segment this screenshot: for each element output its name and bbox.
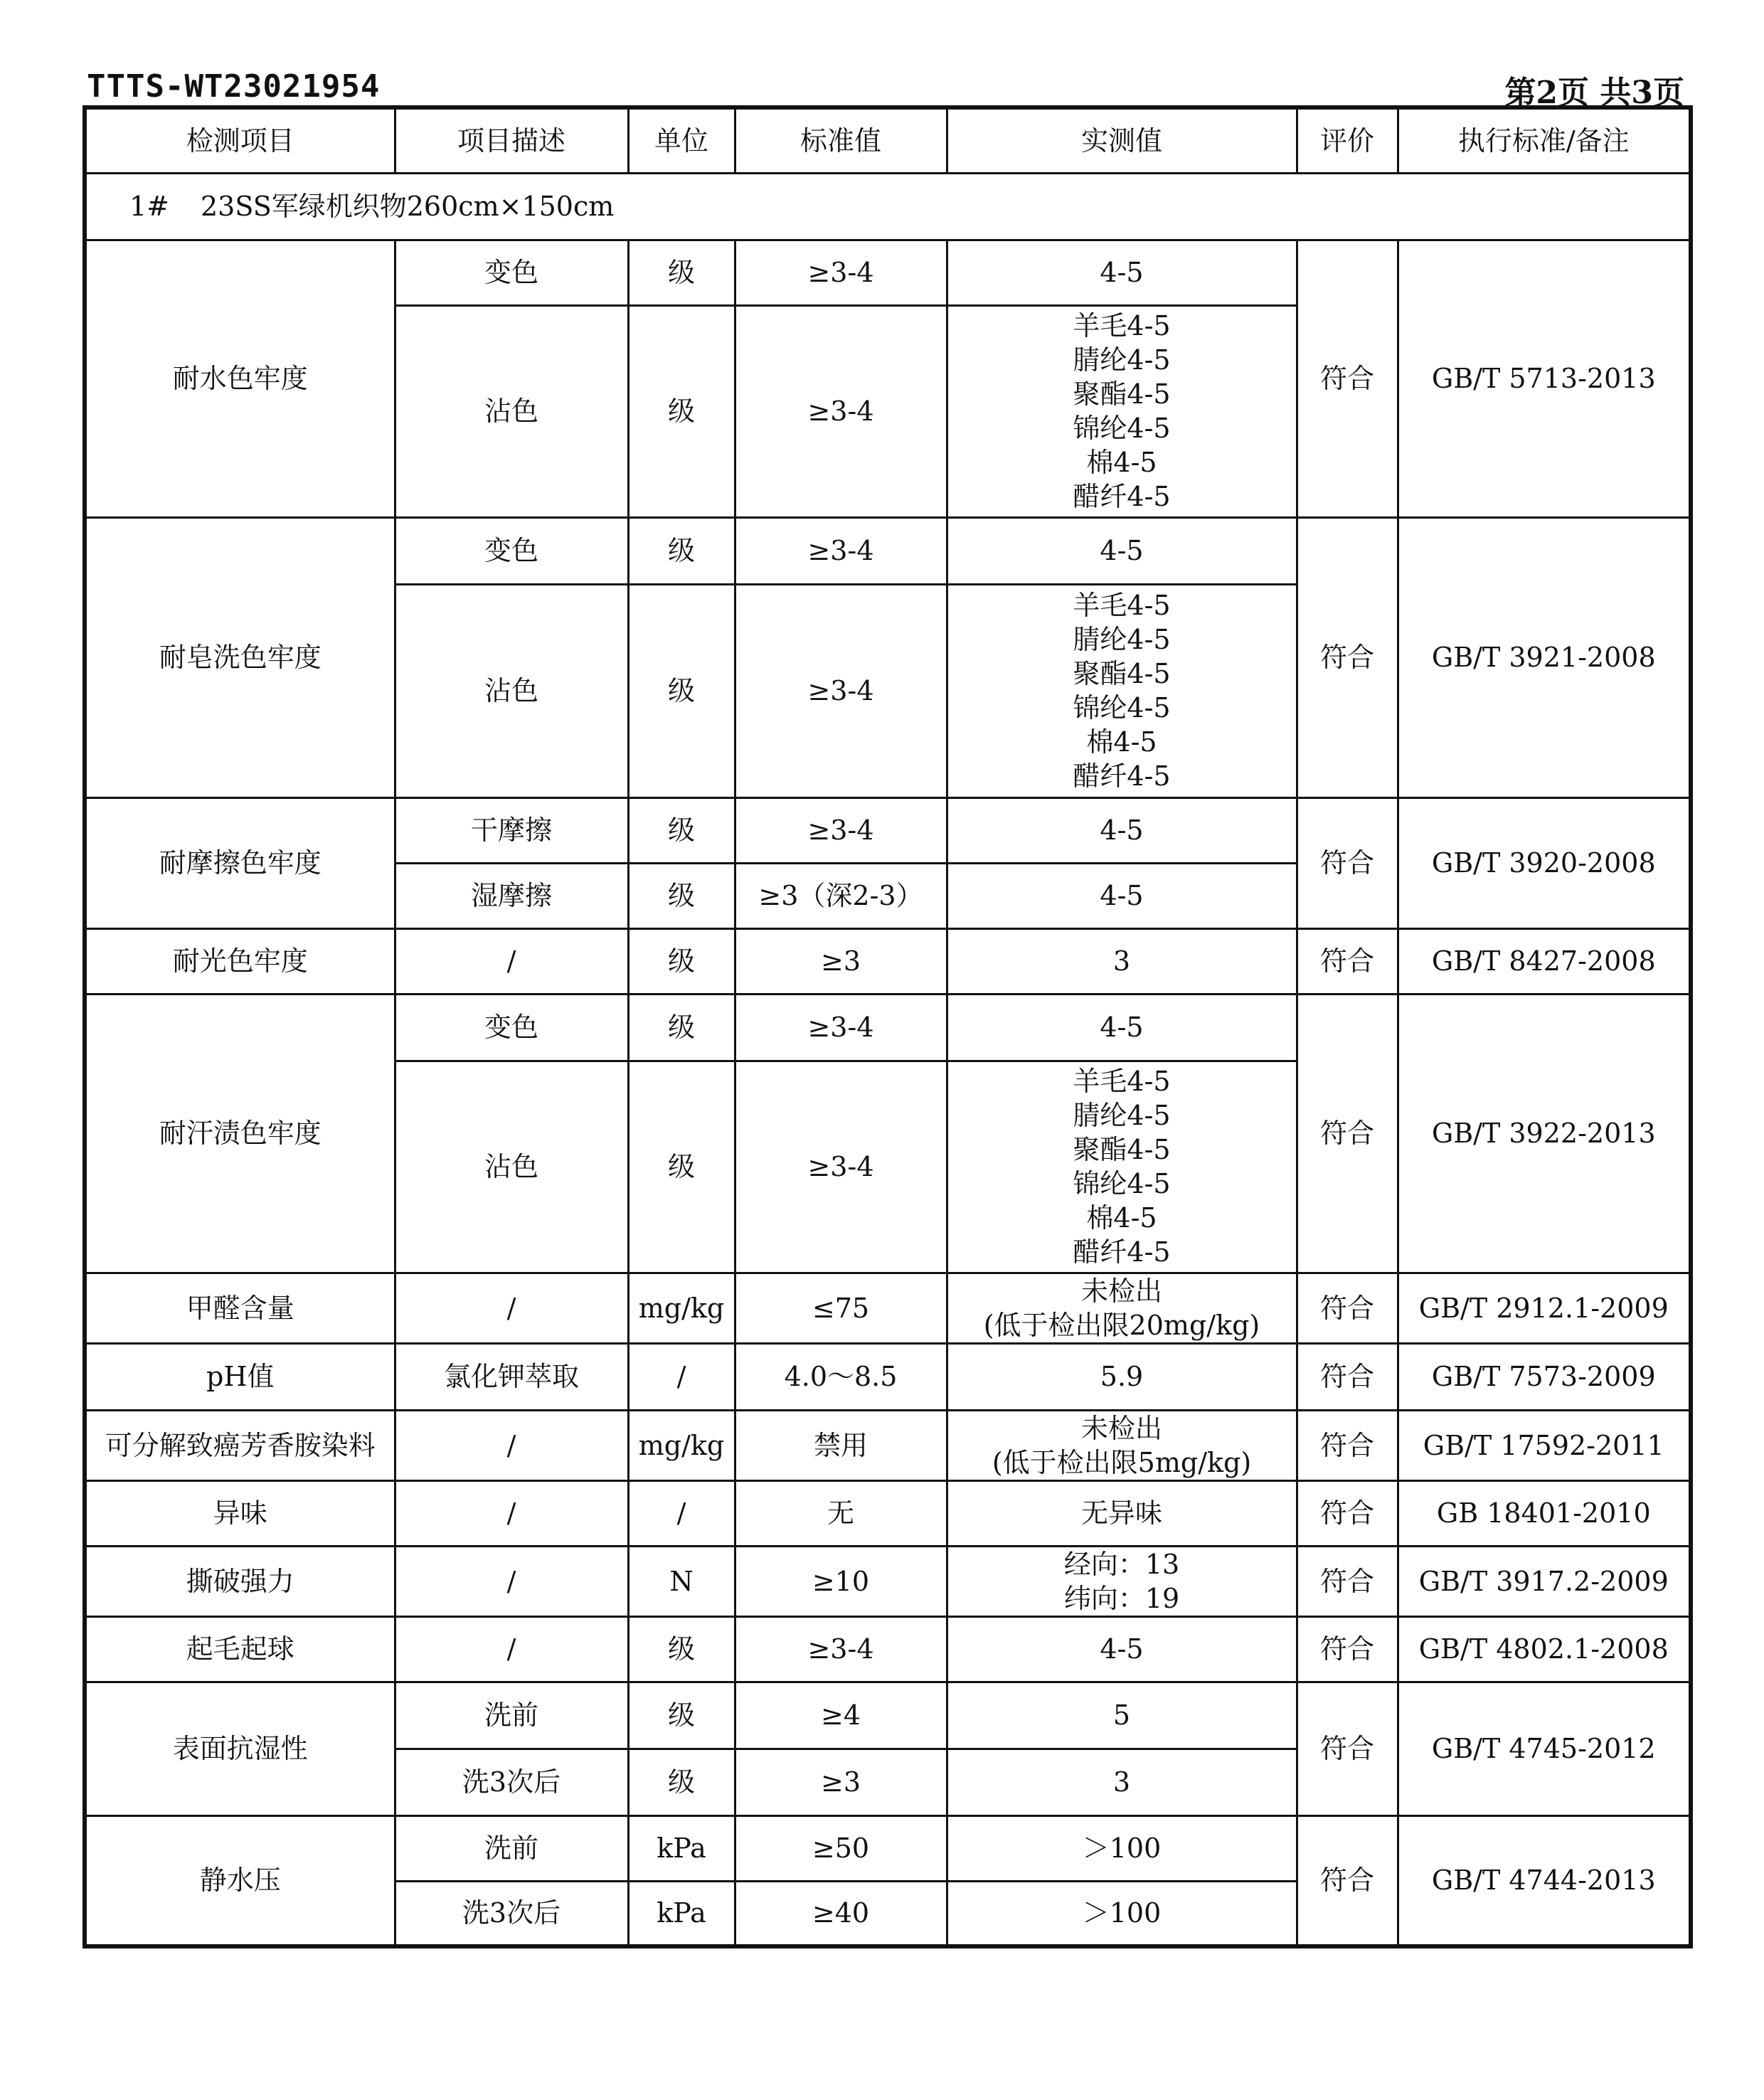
report-header [87,63,1684,111]
evaluation: 符合 [1297,928,1398,994]
table-row [85,1273,1691,1343]
page-number: 第2页 共3页 [1504,75,1684,111]
standard-value: ≥3-4 [735,797,947,863]
evaluation: 符合 [1297,1682,1398,1815]
table-row [85,1410,1691,1480]
measured-value: ＞100 [947,1815,1297,1881]
table-row [85,517,1691,584]
test-standard: GB/T 3922-2013 [1398,994,1691,1273]
evaluation: 符合 [1297,1616,1398,1682]
standard-value: ≥3-4 [735,994,947,1061]
item-description: 湿摩擦 [395,863,628,928]
test-item: 表面抗湿性 [85,1682,395,1815]
column-header: 执行标准/备注 [1398,107,1691,173]
staining-value: 醋纤4-5 [1073,1236,1171,1268]
test-item: 耐摩擦色牢度 [85,797,395,928]
item-description: 洗3次后 [395,1881,628,1946]
sample-info [85,173,1691,240]
test-standard: GB 18401-2010 [1398,1480,1691,1546]
item-description: / [395,928,628,994]
evaluation: 符合 [1297,1546,1398,1616]
measured-value: 3 [947,1749,1297,1815]
test-item: 静水压 [85,1815,395,1946]
staining-values [947,584,1297,797]
evaluation: 符合 [1297,797,1398,928]
unit: 级 [628,863,735,928]
sample-number: 1# [129,191,170,222]
evaluation: 符合 [1297,1815,1398,1946]
item-description: 沾色 [395,305,628,517]
test-item: 耐汗渍色牢度 [85,994,395,1273]
measured-value [947,1546,1297,1616]
table-row [85,797,1691,863]
item-description: 洗前 [395,1682,628,1749]
staining-value: 聚酯4-5 [1073,1134,1171,1165]
standard-value: 禁用 [735,1410,947,1480]
test-standard: GB/T 8427-2008 [1398,928,1691,994]
staining-value: 醋纤4-5 [1073,760,1171,792]
unit: 级 [628,305,735,517]
item-description: 洗前 [395,1815,628,1881]
sample-name: 23SS军绿机织物260cm×150cm [201,191,615,222]
unit: kPa [628,1881,735,1946]
item-description: / [395,1616,628,1682]
test-item: 耐水色牢度 [85,240,395,517]
sample-row [85,173,1691,240]
test-item: 耐皂洗色牢度 [85,517,395,797]
unit: mg/kg [628,1273,735,1343]
test-item: 异味 [85,1480,395,1546]
evaluation: 符合 [1297,1273,1398,1343]
unit: 级 [628,1616,735,1682]
unit: 级 [628,928,735,994]
staining-value: 聚酯4-5 [1073,658,1171,689]
unit: 级 [628,1061,735,1273]
evaluation: 符合 [1297,1410,1398,1480]
test-standard: GB/T 5713-2013 [1398,240,1691,517]
column-header: 检测项目 [85,107,395,173]
measured-line: (低于检出限5mg/kg) [992,1446,1252,1478]
column-header: 项目描述 [395,107,628,173]
item-description: 变色 [395,994,628,1061]
measured-value [947,1410,1297,1480]
column-header: 实测值 [947,107,1297,173]
measured-line: 纬向：19 [1063,1582,1180,1614]
item-description: / [395,1546,628,1616]
standard-value: ≥50 [735,1815,947,1881]
evaluation: 符合 [1297,1343,1398,1410]
test-standard: GB/T 3920-2008 [1398,797,1691,928]
measured-line: (低于检出限20mg/kg) [983,1309,1260,1341]
staining-value: 羊毛4-5 [1073,590,1171,621]
test-standard: GB/T 7573-2009 [1398,1343,1691,1410]
item-description: 变色 [395,240,628,305]
measured-line: 未检出 [1080,1275,1162,1307]
unit: 级 [628,240,735,305]
test-standard: GB/T 4744-2013 [1398,1815,1691,1946]
test-standard: GB/T 17592-2011 [1398,1410,1691,1480]
measured-value: 5 [947,1682,1297,1749]
unit: mg/kg [628,1410,735,1480]
test-item: 耐光色牢度 [85,928,395,994]
unit: / [628,1343,735,1410]
test-standard: GB/T 4802.1-2008 [1398,1616,1691,1682]
measured-value: 无异味 [947,1480,1297,1546]
staining-value: 腈纶4-5 [1073,344,1171,376]
evaluation: 符合 [1297,517,1398,797]
table-row [85,1343,1691,1410]
table-row [85,1682,1691,1749]
item-description: / [395,1480,628,1546]
measured-value: ＞100 [947,1881,1297,1946]
staining-value: 羊毛4-5 [1073,310,1171,341]
unit: 级 [628,994,735,1061]
unit: 级 [628,584,735,797]
item-description: 沾色 [395,1061,628,1273]
staining-value: 锦纶4-5 [1073,692,1171,723]
item-description: 洗3次后 [395,1749,628,1815]
test-standard: GB/T 4745-2012 [1398,1682,1691,1815]
staining-value: 棉4-5 [1086,447,1157,478]
standard-value: ≥3-4 [735,1616,947,1682]
unit: N [628,1546,735,1616]
standard-value: ≥3-4 [735,240,947,305]
test-item: 甲醛含量 [85,1273,395,1343]
staining-value: 腈纶4-5 [1073,624,1171,655]
report-number: TTTS-WT23021954 [87,68,381,105]
standard-value: ≥3-4 [735,584,947,797]
unit: 级 [628,1682,735,1749]
table-row [85,240,1691,305]
standard-value: ≥10 [735,1546,947,1616]
standard-value: ≥3（深2-3） [735,863,947,928]
measured-line: 未检出 [1080,1412,1162,1444]
column-header: 评价 [1297,107,1398,173]
table-row [85,1480,1691,1546]
table-row [85,994,1691,1061]
item-description: 氯化钾萃取 [395,1343,628,1410]
unit: 级 [628,797,735,863]
test-item: pH值 [85,1343,395,1410]
table-header-row [85,107,1691,173]
test-standard: GB/T 3921-2008 [1398,517,1691,797]
standard-value: ≥3-4 [735,305,947,517]
staining-value: 聚酯4-5 [1073,378,1171,410]
standard-value: 4.0～8.5 [735,1343,947,1410]
staining-value: 醋纤4-5 [1073,481,1171,512]
measured-line: 经向：13 [1063,1548,1180,1580]
measured-value: 3 [947,928,1297,994]
test-standard: GB/T 3917.2-2009 [1398,1546,1691,1616]
table-row [85,1546,1691,1616]
staining-values [947,1061,1297,1273]
staining-values [947,305,1297,517]
measured-value: 4-5 [947,517,1297,584]
measured-value: 4-5 [947,240,1297,305]
staining-value: 羊毛4-5 [1073,1066,1171,1097]
item-description: 干摩擦 [395,797,628,863]
staining-value: 棉4-5 [1086,1202,1157,1234]
evaluation: 符合 [1297,994,1398,1273]
standard-value: ≥3 [735,928,947,994]
table-row [85,1815,1691,1881]
evaluation: 符合 [1297,240,1398,517]
unit: / [628,1480,735,1546]
unit: 级 [628,517,735,584]
measured-value: 4-5 [947,863,1297,928]
item-description: 变色 [395,517,628,584]
standard-value: ≤75 [735,1273,947,1343]
measured-value: 4-5 [947,1616,1297,1682]
table-row [85,1616,1691,1682]
test-item: 可分解致癌芳香胺染料 [85,1410,395,1480]
staining-value: 锦纶4-5 [1073,1168,1171,1199]
measured-value [947,1273,1297,1343]
item-description: / [395,1410,628,1480]
column-header: 标准值 [735,107,947,173]
standard-value: ≥40 [735,1881,947,1946]
standard-value: ≥3 [735,1749,947,1815]
standard-value: ≥3-4 [735,517,947,584]
measured-value: 4-5 [947,994,1297,1061]
measured-value: 5.9 [947,1343,1297,1410]
standard-value: ≥4 [735,1682,947,1749]
table-row [85,928,1691,994]
evaluation: 符合 [1297,1480,1398,1546]
standard-value: ≥3-4 [735,1061,947,1273]
standard-value: 无 [735,1480,947,1546]
staining-value: 棉4-5 [1086,726,1157,758]
staining-value: 锦纶4-5 [1073,413,1171,444]
test-standard: GB/T 2912.1-2009 [1398,1273,1691,1343]
test-results-table [83,105,1693,1948]
item-description: / [395,1273,628,1343]
unit: kPa [628,1815,735,1881]
unit: 级 [628,1749,735,1815]
test-item: 撕破强力 [85,1546,395,1616]
column-header: 单位 [628,107,735,173]
item-description: 沾色 [395,584,628,797]
test-item: 起毛起球 [85,1616,395,1682]
staining-value: 腈纶4-5 [1073,1100,1171,1131]
measured-value: 4-5 [947,797,1297,863]
